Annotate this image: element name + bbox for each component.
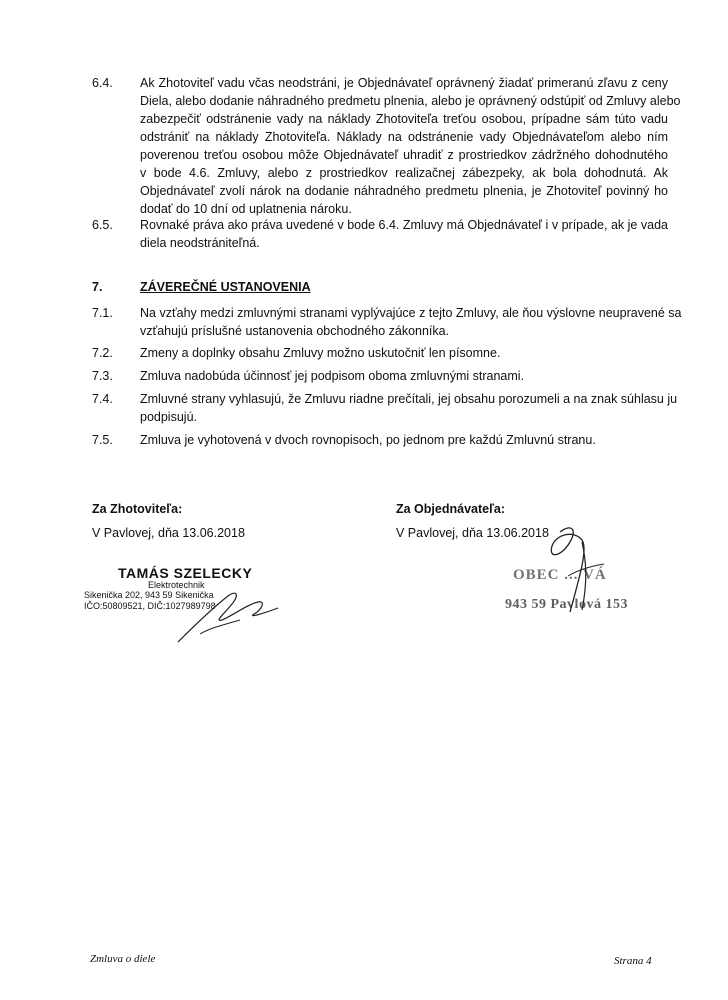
contractor-place-date: V Pavlovej, dňa 13.06.2018 <box>92 526 245 540</box>
stamp-line: OBEC ... VÁ <box>513 567 607 583</box>
clause-text <box>140 344 668 362</box>
text-line: Objednávateľ zvolí nárok na dodanie náhradného predmetu plnenia, je Zhotoviteľ povinný ho <box>140 184 668 198</box>
section-title: ZÁVEREČNÉ USTANOVENIA <box>140 280 311 294</box>
clause-text <box>140 216 668 252</box>
text-line: dodať do 10 dní od uplatnenia nároku. <box>140 202 352 216</box>
clause-text <box>140 367 668 385</box>
clause-text <box>140 74 681 218</box>
text-line: poverenou treťou osobou môže Objednávateľ uhradiť z prostriedkov zádržného dohodnutého <box>140 148 668 162</box>
text-line: zabezpečiť odstránenie vady na náklady Zhotoviteľa treťou osobou, prípadne sám túto vadu <box>140 112 668 126</box>
text-line: Zmluvné strany vyhlasujú, že Zmluvu riadne prečítali, jej obsahu porozumeli a na znak súhlasu ju <box>140 392 678 406</box>
text-line: Na vzťahy medzi zmluvnými stranami vyplývajúce z tejto Zmluvy, ale ňou výslovne neupravené sa <box>140 306 682 320</box>
text-line: v bode 4.6. Zmluvy, alebo z prostriedkov realizačnej zábezpeky, ak bola dohodnutá. Ak <box>140 166 668 180</box>
client-signature <box>530 520 620 620</box>
text-line: Zmluva nadobúda účinnosť jej podpisom oboma zmluvnými stranami. <box>140 369 525 383</box>
clause-number: 7.5. <box>92 433 113 447</box>
text-line: Diela, alebo dodanie náhradného predmetu plnenia, alebo je oprávnený odstúpiť od Zmluvy alebo <box>140 94 681 108</box>
text-line: Ak Zhotoviteľ vadu včas neodstráni, je Objednávateľ oprávnený žiadať primeranú zľavu z ceny <box>140 76 668 90</box>
clause-text <box>140 431 668 449</box>
clause-number: 7.3. <box>92 369 113 383</box>
text-line: odstrániť na náklady Zhotoviteľa. Náklady na odstránenie vady Objednávateľom alebo ním <box>140 130 668 144</box>
section-number: 7. <box>92 280 103 294</box>
text-line: diela neodstrániteľná. <box>140 236 260 250</box>
contractor-signature <box>170 580 290 650</box>
contractor-signature-heading: Za Zhotoviteľa: <box>92 502 183 516</box>
client-place-date: V Pavlovej, dňa 13.06.2018 <box>396 526 549 540</box>
clause-text <box>140 304 682 340</box>
clause-number: 7.1. <box>92 306 113 320</box>
clause-number: 7.4. <box>92 392 113 406</box>
clause-number: 6.5. <box>92 218 113 232</box>
text-line: Zmluva je vyhotovená v dvoch rovnopisoch, po jednom pre každú Zmluvnú stranu. <box>140 433 596 447</box>
text-line: Rovnaké práva ako práva uvedené v bode 6.4. Zmluvy má Objednávateľ i v prípade, ak je vada <box>140 218 668 232</box>
text-line: vzťahujú príslušné ustanovenia obchodného zákonníka. <box>140 324 450 338</box>
text-line: Zmeny a doplnky obsahu Zmluvy možno uskutočniť len písomne. <box>140 346 501 360</box>
stamp-line: IČO:50809521, DIČ:1027989798 <box>84 601 216 611</box>
clause-number: 6.4. <box>92 76 113 90</box>
footer-page-number: Strana 4 <box>614 955 652 967</box>
stamp-line: Sikenička 202, 943 59 Sikenička <box>84 590 214 600</box>
clause-text <box>140 390 678 426</box>
stamp-line: 943 59 Pavlová 153 <box>505 597 628 612</box>
footer-document-title: Zmluva o diele <box>90 953 156 965</box>
client-signature-heading: Za Objednávateľa: <box>396 502 506 516</box>
clause-number: 7.2. <box>92 346 113 360</box>
stamp-name: TAMÁS SZELECKY <box>118 565 253 581</box>
text-line: podpisujú. <box>140 410 197 424</box>
stamp-line: Elektrotechnik <box>148 580 205 590</box>
